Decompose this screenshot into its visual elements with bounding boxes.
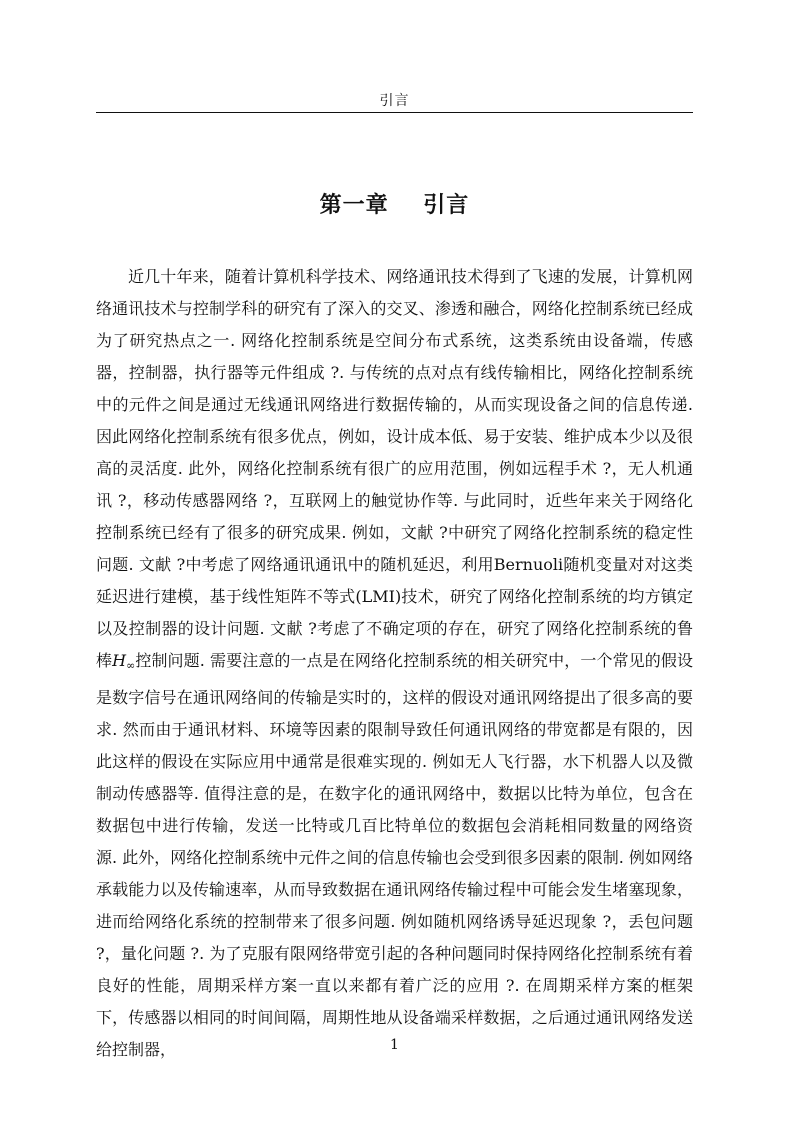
- paragraph-text-part2: 控制问题. 需要注意的一点是在网络化控制系统的相关研究中，一个常见的假设是数字信号在通讯网络间的传输是实时的，这样的假设对通讯网络提出了很多高的要求. 然而由于通讯材料、环境等因素的限制导致任何通讯网络的带宽都是有限的，因此这样的假设在实际应用中通常是很难实现的. 例如无人飞行器，水下机器人以及微制动传感器等. 值得注意的是，在数字化的通讯网络中，数据以比特为单位，包含在数据包中进行传输，发送一比特或几百比特单位的数据包会消耗相同数量的网络资源. 此外，网络化控制系统中元件之间的信息传输也会受到很多因素的限制. 例如网络承载能力以及传输速率，从而导致数据在通讯网络传输过程中可能会发生堵塞现象，进而给网络化系统的控制带来了很多问题. 例如随机网络诱导延迟现象 ?，丢包问题 ?，量化问题 ?. 为了克服有限网络带宽引起的各种问题同时保持网络化控制系统有着良好的性能，周期采样方案一直以来都有着广泛的应用 ?. 在周期采样方案的框架下，传感器以相同的时间间隔，周期性地从设备端采样数据，之后通过通讯网络发送给控制器，: [96, 651, 693, 1059]
- page-number: 1: [390, 1037, 399, 1053]
- paragraph-text-part1: 近几十年来，随着计算机科学技术、网络通讯技术得到了飞速的发展，计算机网络通讯技术与控制学科的研究有了深入的交叉、渗透和融合，网络化控制系统已经成为了研究热点之一. 网络化控制系统是空间分布式系统，这类系统由设备端，传感器，控制器，执行器等元件组成 ?. 与传统的点对点有线传输相比，网络化控制系统中的元件之间是通过无线通讯网络进行数据传输的，从而实现设备之间的信息传递. 因此网络化控制系统有很多优点，例如，设计成本低、易于安装、维护成本少以及很高的灵活度. 此外，网络化控制系统有很广的应用范围，例如远程手术 ?，无人机通讯 ?，移动传感器网络 ?，互联网上的触觉协作等. 与此同时，近些年来关于网络化控制系统已经有了很多的研究成果. 例如，文献 ?中研究了网络化控制系统的稳定性问题. 文献 ?中考虑了网络通讯通讯中的随机延迟，利用Bernuoli随机变量对对这类延迟进行建模，基于线性矩阵不等式(LMI)技术，研究了网络化控制系统的均方镇定以及控制器的设计问题. 文献 ?考虑了不确定项的存在，研究了网络化控制系统的鲁棒: [96, 267, 693, 670]
- body-paragraph: [96, 261, 693, 1066]
- running-header: 引言: [379, 93, 410, 109]
- math-subscript-infinity: ∞: [126, 659, 136, 672]
- chapter-title: 第一章 引言: [319, 193, 470, 218]
- header-rule: [96, 112, 693, 113]
- math-symbol-h: H: [112, 651, 127, 670]
